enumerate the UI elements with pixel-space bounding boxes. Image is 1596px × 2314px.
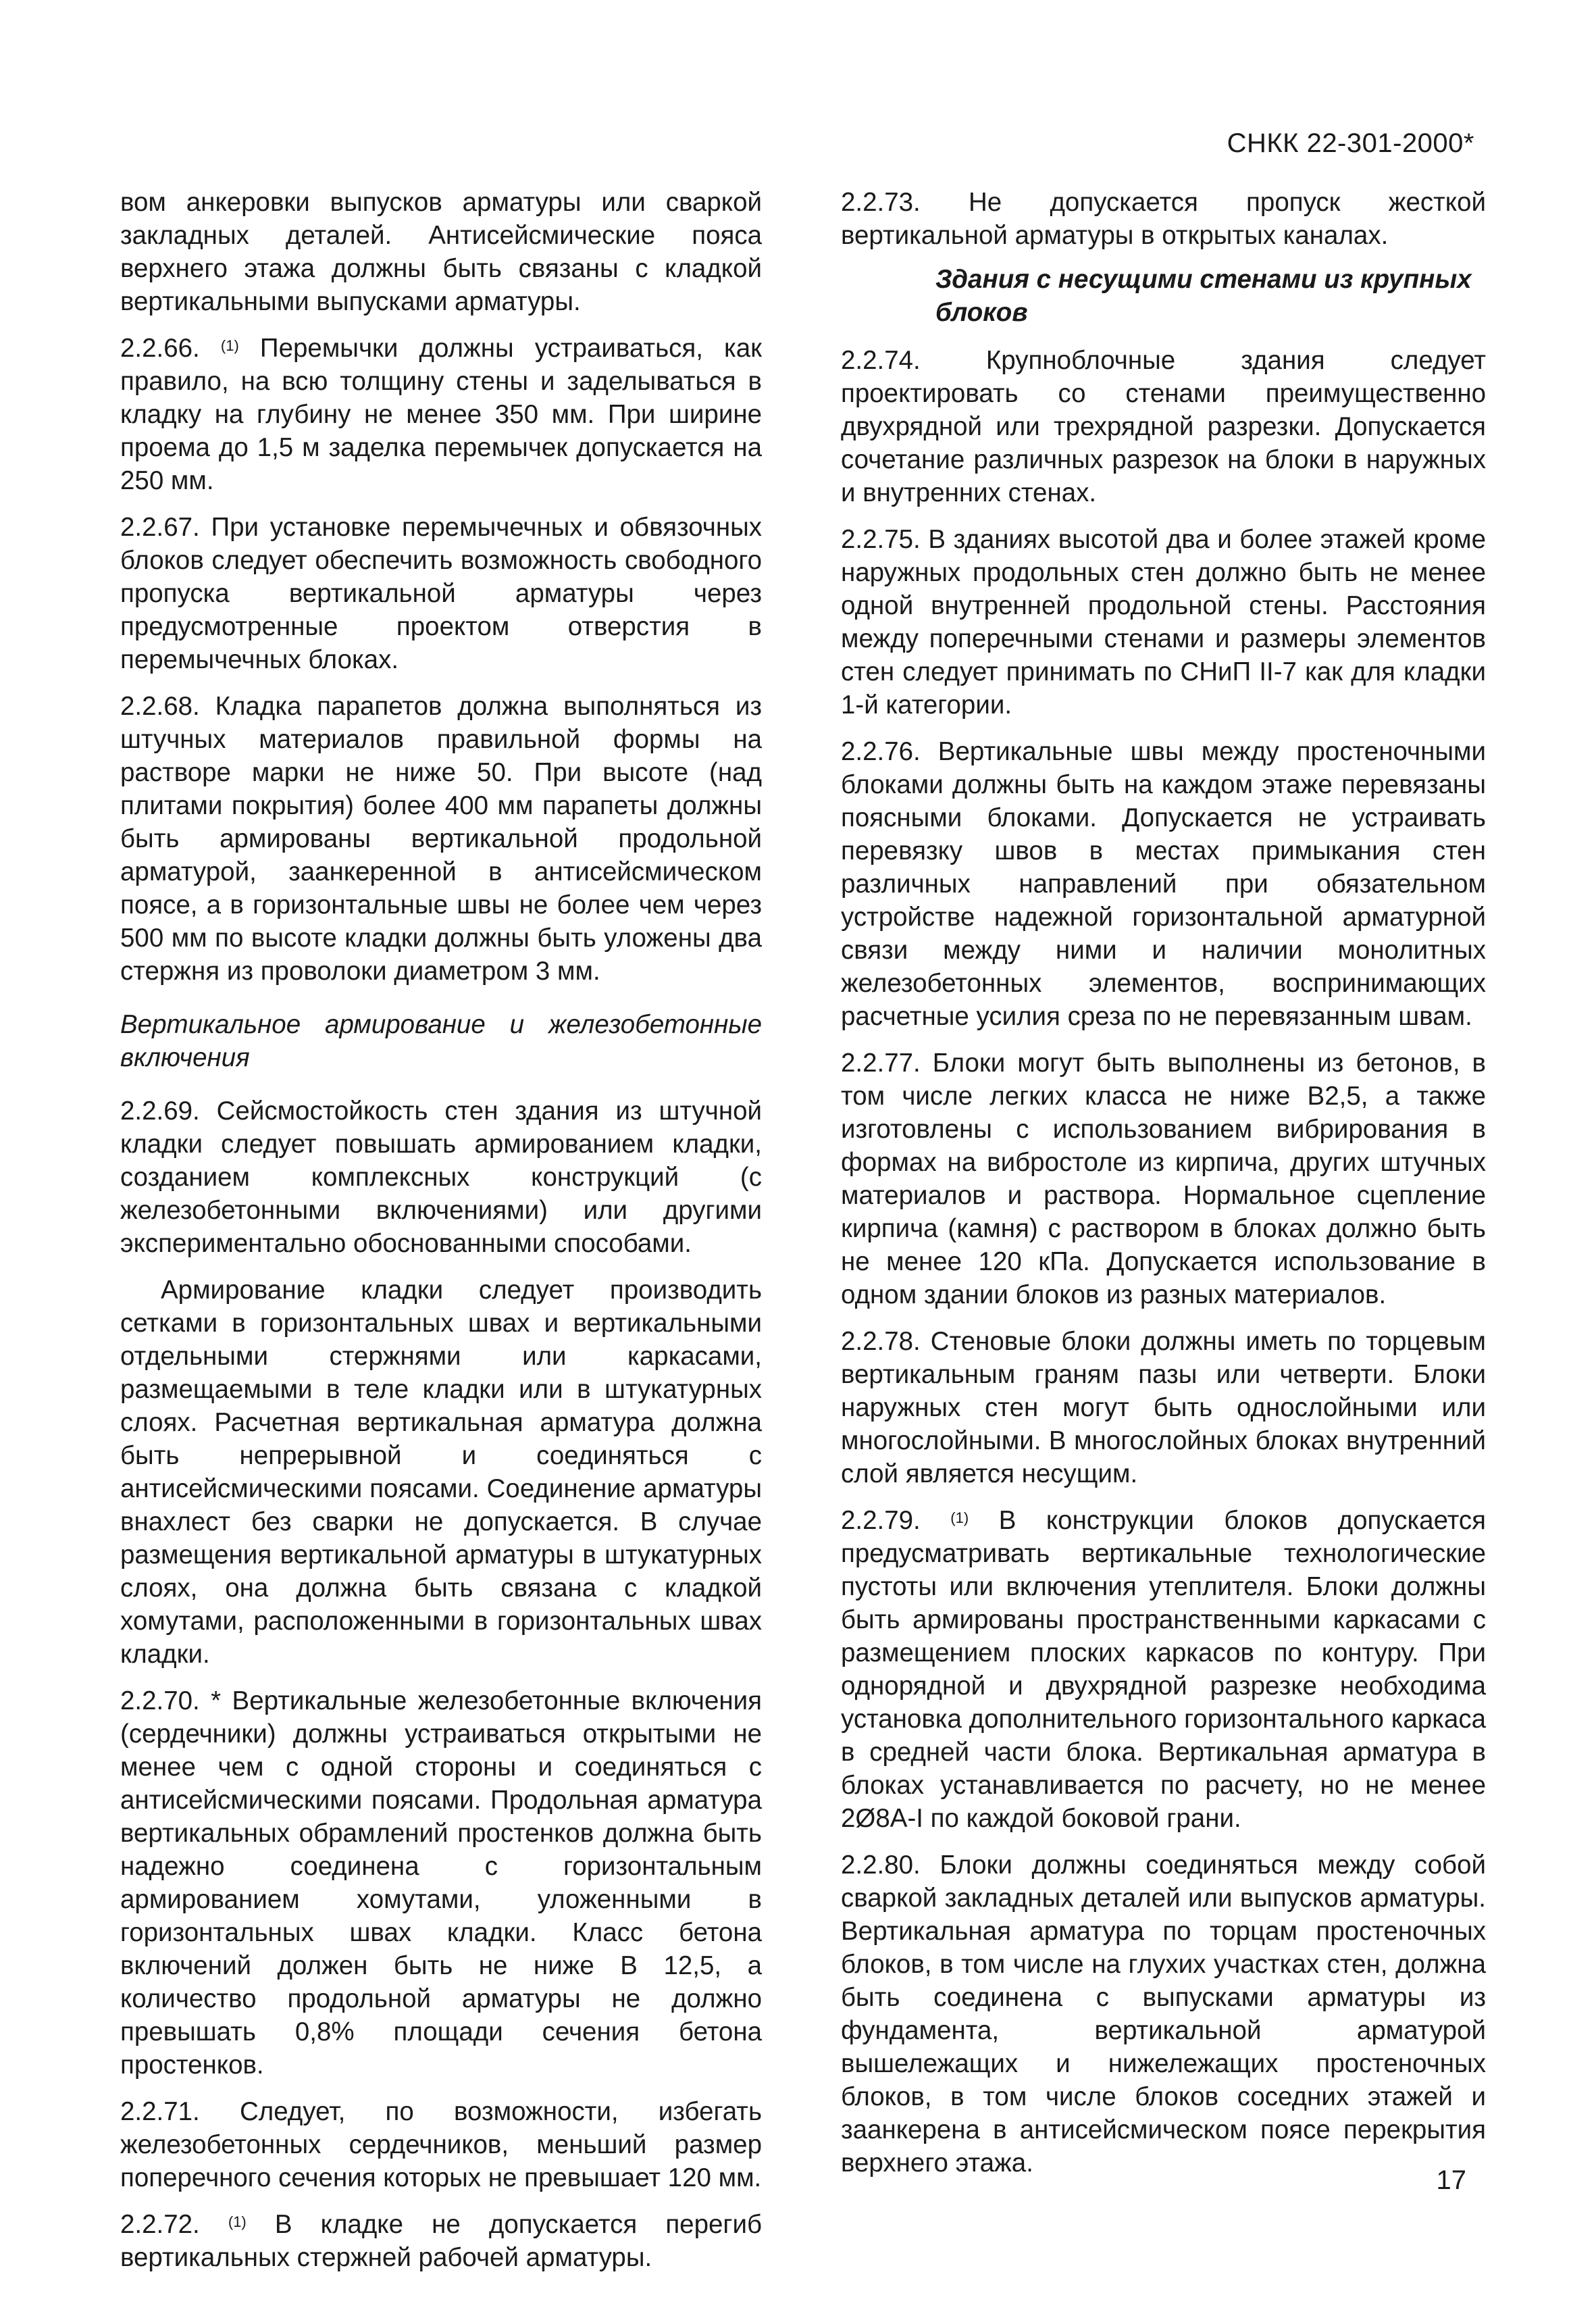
footnote-mark: (1) [228, 2213, 247, 2230]
clause-text: Перемычки должны устраиваться, как правило, на всю толщину стены и заделываться в кладку на глубину не менее 350 мм. При ширине проема до 1,5 м заделка перемычек допускается на 250 мм. [120, 334, 763, 495]
section-heading-large-blocks: Здания с несущими стенами из крупных блоков [935, 265, 1472, 327]
paragraph-continuation: вом анкеровки выпусков арматуры или сваркой закладных деталей. Антисейсмические пояса верхнего этажа должны быть связаны с кладкой вертикальными выпусками арматуры. [120, 188, 762, 316]
right-column [841, 186, 1486, 2193]
left-column [120, 186, 762, 2288]
paragraph-2-2-75: 2.2.75. В зданиях высотой два и более этажей кроме наружных продольных стен должно быть не менее одной внутренней продольной стены. Расстояния между поперечными стенами и размеры элементов стен следует принимать по СНиП II-7 как для кладки 1-й категории. [841, 525, 1486, 720]
paragraph-2-2-71: 2.2.71. Следует, по возможности, избегать железобетонных сердечников, меньший размер поперечного сечения которых не превышает 120 мм. [120, 2097, 762, 2192]
clause-text: В кладке не допускается перегиб вертикальных стержней рабочей арматуры. [120, 2210, 763, 2272]
clause-text: В конструкции блоков допускается предусматривать вертикальные технологические пустоты или включения утеплителя. Блоки должны быть армированы пространственными каркасами с размещением плоских каркасов по контуру. При однорядной и двухрядной разрезке необходима установка дополнительного горизонтального каркаса в средней части блока. Вертикальная арматура в блоках устанавливается по расчету, но не менее 2Ø8А-I по каждой боковой грани. [841, 1506, 1487, 1833]
paragraph-2-2-68: 2.2.68. Кладка парапетов должна выполняться из штучных материалов правильной формы на растворе марки не ниже 50. При высоте (над плитами покрытия) более 400 мм парапеты должны быть армированы вертикальной продольной арматурой, заанкеренной в антисейсмическом поясе, а в горизонтальные швы не более чем через 500 мм по высоте кладки должны быть уложены два стержня из проволоки диаметром 3 мм. [120, 692, 762, 986]
paragraph-2-2-70: 2.2.70. * Вертикальные железобетонные включения (сердечники) должны устраиваться открытыми не менее чем с одной стороны и соединяться с антисейсмическими поясами. Продольная арматура вертикальных обрамлений простенков должна быть надежно соединена с горизонтальным армированием хомутами, уложенными в горизонтальных швах кладки. Класс бетона включений должен быть не ниже В 12,5, а количество продольной арматуры не должно превышать 0,8% площади сечения бетона простенков. [120, 1686, 762, 2080]
section-heading-vertical-reinforcement: Вертикальное армирование и железобетонные включения [120, 1010, 762, 1072]
clause-number: 2.2.66. [120, 334, 200, 363]
paragraph-reinforcement-details: Армирование кладки следует производить сетками в горизонтальных швах и вертикальными отдельными стержнями или каркасами, размещаемыми в теле кладки или в штукатурных слоях. Расчетная вертикальная арматура должна быть непрерывной и соединяться с антисейсмическими поясами. Соединение арматуры внахлест без сварки не допускается. В случае размещения вертикальной арматуры в штукатурных слоях, она должна быть связана с кладкой хомутами, расположенными в горизонтальных швах кладки. [120, 1276, 762, 1669]
paragraph-2-2-76: 2.2.76. Вертикальные швы между простеночными блоками должны быть на каждом этаже перевязаны поясными блоками. Допускается не устраивать перевязку швов в местах примыкания стен различных направлений при обязательном устройстве надежной горизонтальной арматурной связи между ними и наличии монолитных железобетонных элементов, воспринимающих расчетные усилия среза по не перевязанным швам. [841, 737, 1486, 1031]
paragraph-2-2-66 [120, 332, 762, 497]
clause-number: 2.2.79. [841, 1506, 921, 1535]
page-number: 17 [1436, 2165, 1466, 2195]
paragraph-2-2-67: 2.2.67. При установке перемычечных и обвязочных блоков следует обеспечить возможность свободного пропуска вертикальной арматуры через предусмотренные проектом отверстия в перемычечных блоках. [120, 513, 762, 674]
document-code: СНКК 22-301-2000* [1227, 128, 1474, 158]
paragraph-2-2-77: 2.2.77. Блоки могут быть выполнены из бетонов, в том числе легких класса не ниже В2,5, а также изготовлены с использованием вибрирования в формах на вибростоле из кирпича, других штучных материалов и раствора. Нормальное сцепление кирпича (камня) с раствором в блоках должно быть не менее 120 кПа. Допускается использование в одном здании блоков из разных материалов. [841, 1049, 1486, 1309]
paragraph-2-2-72 [120, 2208, 762, 2274]
paragraph-2-2-73: 2.2.73. Не допускается пропуск жесткой вертикальной арматуры в открытых каналах. [841, 188, 1486, 250]
paragraph-2-2-69: 2.2.69. Сейсмостойкость стен здания из штучной кладки следует повышать армированием кладки, созданием комплексных конструкций (с железобетонными включениями) или другими экспериментально обоснованными способами. [120, 1097, 762, 1258]
paragraph-2-2-78: 2.2.78. Стеновые блоки должны иметь по торцевым вертикальным граням пазы или четверти. Блоки наружных стен могут быть однослойными или многослойными. В многослойных блоках внутренний слой является несущим. [841, 1327, 1486, 1488]
clause-number: 2.2.72. [120, 2210, 200, 2239]
footnote-mark: (1) [950, 1509, 969, 1526]
paragraph-2-2-79 [841, 1504, 1486, 1835]
paragraph-2-2-80: 2.2.80. Блоки должны соединяться между собой сваркой закладных деталей или выпусков арматуры. Вертикальная арматура по торцам простеночных блоков, в том числе на глухих участках стен, должна быть соединена с выпусками арматуры из фундамента, вертикальной арматурой вышележащих и нижележащих простеночных блоков, в том числе блоков соседних этажей и заанкерена в антисейсмическом поясе перекрытия верхнего этажа. [841, 1851, 1486, 2178]
paragraph-2-2-74: 2.2.74. Крупноблочные здания следует проектировать со стенами преимущественно двухрядной или трехрядной разрезки. Допускается сочетание различных разрезок на блоки в наружных и внутренних стенах. [841, 346, 1486, 507]
footnote-mark: (1) [220, 337, 239, 354]
